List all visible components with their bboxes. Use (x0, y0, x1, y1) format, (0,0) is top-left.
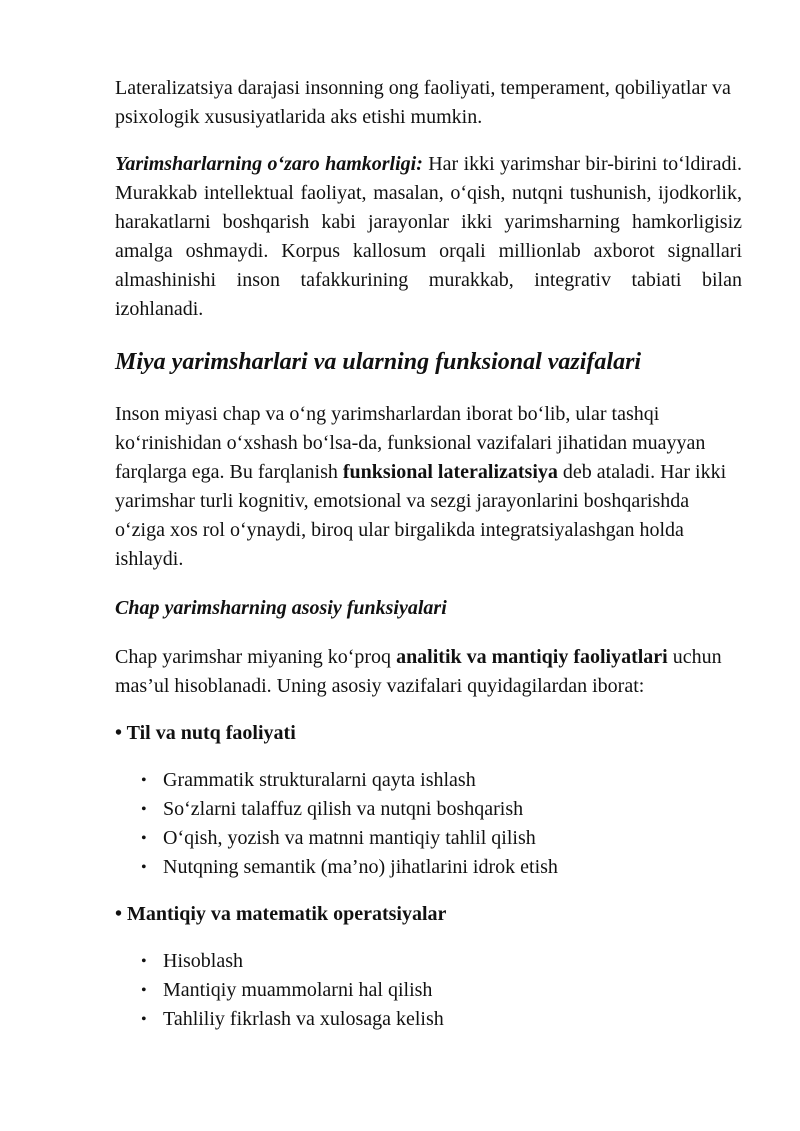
list-item: • Nutqning semantik (ma’no) jihatlarini idrok etish (163, 853, 742, 882)
paragraph-left-hemisphere (115, 643, 742, 701)
list-item: • Grammatik strukturalarni qayta ishlash (163, 766, 742, 795)
paragraph-left-hemisphere-start: Chap yarimshar miyaning ko‘proq (115, 646, 397, 668)
term-analytic-logical: analitik va mantiqiy faoliyatlari (396, 646, 668, 668)
list-item: • So‘zlarni talaffuz qilish va nutqni boshqarish (163, 795, 742, 824)
list-language (115, 766, 742, 882)
list-item: • Hisoblash (163, 947, 742, 976)
term-functional-lateralization: funksional lateralizatsiya (342, 461, 558, 483)
term-hemisphere-cooperation: Yarimsharlarning o‘zaro hamkorligi: (115, 153, 423, 175)
paragraph-left-hemisphere-end: uchun mas’ul hisoblanadi. Uning asosiy vazifalari quyidagilardan iborat: (115, 646, 722, 697)
list-item: • Tahliliy fikrlash va xulosaga kelish (163, 1005, 742, 1034)
paragraph-lateralization: Lateralizatsiya darajasi insonning ong faoliyati, temperament, qobiliyatlar va psixologik xususiyatlarida aks etishi mumkin. (115, 77, 731, 128)
list-heading-logic-math: • Mantiqiy va matematik operatsiyalar (115, 903, 447, 925)
paragraph-functional-lateralization-start: Inson miyasi chap va o‘ng yarimsharlardan iborat bo‘lib, ular tashqi ko‘rinishidan o‘xshash bo‘lsa-da, funksional vazifalari jihatidan muayyan farqlarga ega. Bu farqlanish (115, 403, 706, 483)
paragraph-hemisphere-cooperation-text: Har ikki yarimshar bir-birini to‘ldiradi. Murakkab intellektual faoliyat, masalan, o‘qish, nutqni tushunish, ijodkorlik, harakatlarni boshqarish kabi jarayonlar ikki yarimsharning hamkorligisiz amalga oshmaydi. Korpus kallosum orqali millionlab axborot signallari almashinishi inson tafakkurining murakkab, integrativ tabiati bilan izohlanadi. (115, 153, 743, 320)
list-item: • O‘qish, yozish va matnni mantiqiy tahlil qilish (163, 824, 742, 853)
list-heading-language: • Til va nutq faoliyati (115, 722, 296, 744)
paragraph-hemisphere-cooperation (115, 150, 742, 324)
list-logic-math (115, 947, 742, 1034)
list-item: • Mantiqiy muammolarni hal qilish (163, 976, 742, 1005)
section-heading: Miya yarimsharlari va ularning funksional vazifalari (115, 349, 642, 375)
subsection-heading: Chap yarimsharning asosiy funksiyalari (115, 597, 447, 619)
paragraph-functional-lateralization (115, 400, 742, 574)
paragraph-functional-lateralization-end: deb ataladi. Har ikki yarimshar turli kognitiv, emotsional va sezgi jarayonlarini boshqarishda o‘ziga xos rol o‘ynaydi, biroq ular birgalikda integratsiyalashgan holda ishlaydi. (115, 461, 727, 570)
